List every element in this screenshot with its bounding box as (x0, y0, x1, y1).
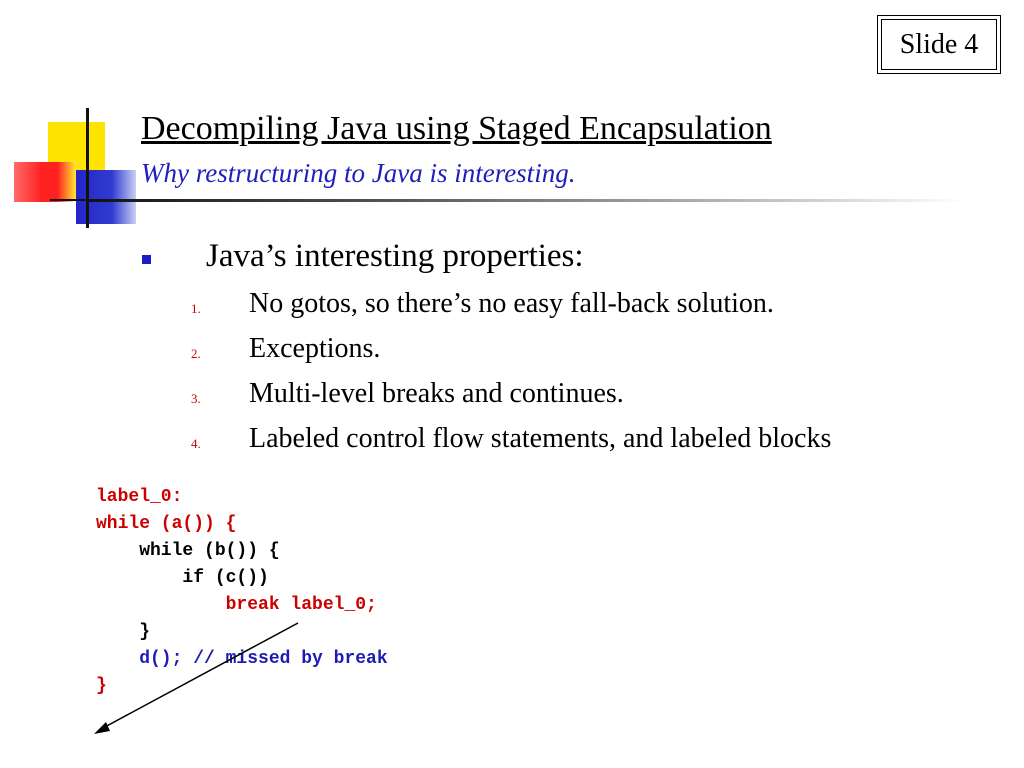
code-line: label_0: (96, 487, 183, 507)
code-line: break label_0; (96, 595, 377, 615)
list-item: No gotos, so there’s no easy fall-back solution. (249, 288, 774, 319)
arrow-line (103, 623, 298, 728)
code-line: } (96, 676, 107, 696)
code-line: while (a()) { (96, 514, 237, 534)
list-item-number: 4. (191, 436, 201, 451)
bullet-text: Java’s interesting properties: (206, 238, 584, 274)
code-line: d(); // missed by break (96, 649, 388, 669)
list-item-number: 1. (191, 301, 201, 316)
list-item-number: 2. (191, 346, 201, 361)
list-item: Multi-level breaks and continues. (249, 378, 624, 409)
code-line: if (c()) (96, 568, 269, 588)
slide-title: Decompiling Java using Staged Encapsulation (141, 110, 772, 147)
list-item: Labeled control flow statements, and labeled blocks (249, 423, 832, 454)
slide-subtitle: Why restructuring to Java is interesting. (141, 158, 576, 188)
arrow-head-icon (94, 722, 110, 734)
list-item: Exceptions. (249, 333, 381, 364)
slide-number: Slide 4 (881, 19, 997, 70)
code-line: } (96, 622, 151, 642)
code-line: while (b()) { (96, 541, 280, 561)
list-item-number: 3. (191, 391, 201, 406)
